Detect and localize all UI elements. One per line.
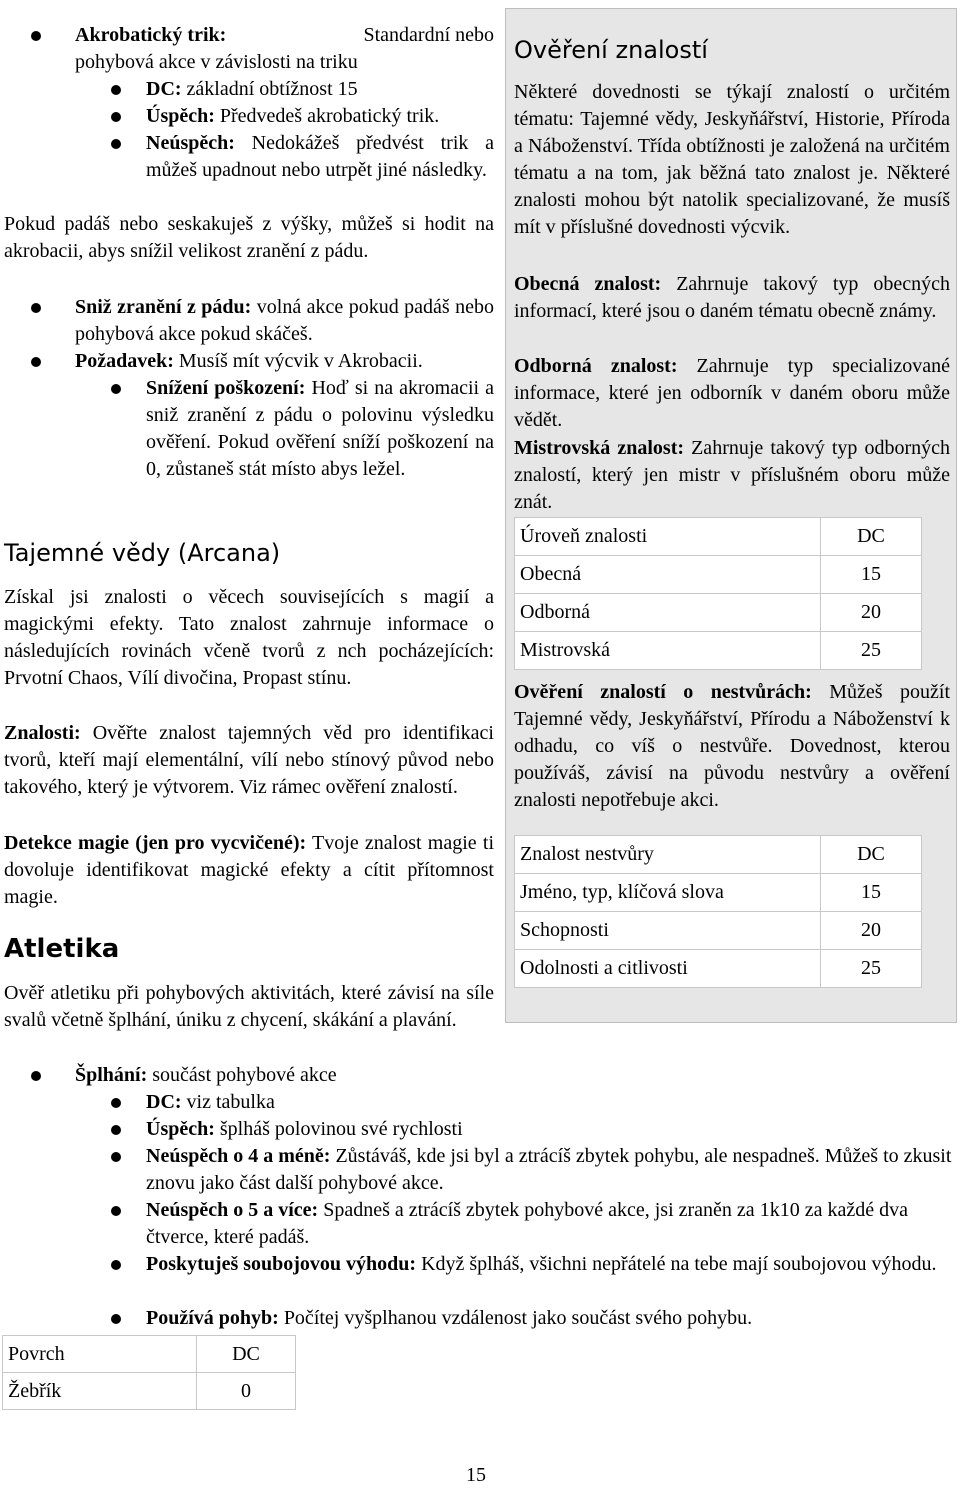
sidebar-master-text: Zahrnuje takový typ odborných znalostí, který jen mistr v příslušném oboru může znát. xyxy=(514,437,950,513)
table-row xyxy=(515,556,922,594)
table-row xyxy=(3,1373,296,1410)
climb-fail-big-item xyxy=(146,1197,958,1251)
acro-success-label: Úspěch: xyxy=(146,105,215,127)
table-cell: 25 xyxy=(821,950,922,988)
detect-magic-label: Detekce magie (jen pro vycvičené): xyxy=(4,832,307,854)
table-cell: 0 xyxy=(197,1373,296,1410)
bullet-icon xyxy=(31,1071,41,1081)
bullet-icon xyxy=(31,31,41,41)
table-cell: Odolnosti a citlivosti xyxy=(515,950,821,988)
climb-item xyxy=(75,1062,955,1089)
sidebar-expert xyxy=(514,353,950,434)
table-header-cell: Povrch xyxy=(3,1336,197,1373)
sidebar-general-text: Zahrnuje takový typ obecných informací, které jsou o daném tématu obecně známy. xyxy=(514,273,951,322)
reduce-fall-item xyxy=(75,294,494,348)
table-header-cell: DC xyxy=(197,1336,296,1373)
acro-dc-item xyxy=(146,76,494,103)
climb-success-item xyxy=(146,1116,956,1143)
acro-trick-label: Akrobatický trik: xyxy=(75,24,227,46)
damage-reduction-item xyxy=(146,375,494,483)
sidebar-general-label: Obecná znalost: xyxy=(514,273,662,295)
table-cell: Schopnosti xyxy=(515,912,821,950)
bullet-icon xyxy=(31,303,41,313)
table-row xyxy=(515,950,922,988)
table-cell: 15 xyxy=(821,874,922,912)
sidebar-monsters-text: Můžeš použít Tajemné vědy, Jeskyňářství, Přírodu a Náboženství k odhadu, co víš o nestvůře. Dovednost, kterou používáš, závisí na původu nestvůry a ověření znalosti nepotřebuje akci. xyxy=(514,681,951,811)
climb-dc-text: viz tabulka xyxy=(181,1091,275,1113)
damage-reduction-text: Hoď si na akromacii a sniž zranění z pádu o polovinu výsledku ověření. Pokud ověření sníží poškození na 0, zůstaneš stát místo abys ležel. xyxy=(146,377,495,480)
climb-fail-small-label: Neúspěch o 4 a méně: xyxy=(146,1145,331,1167)
table-row xyxy=(515,632,922,670)
acro-dc-label: DC: xyxy=(146,78,182,100)
table-row xyxy=(515,594,922,632)
fall-paragraph: Pokud padáš nebo seskakuješ z výšky, můžeš si hodit na akrobacii, abys snížil velikost zranění z pádu. xyxy=(4,213,494,262)
climb-fail-big-text: Spadneš a ztrácíš zbytek pohybové akce, jsi zraněn za 1k10 za každé dva čtverce, které padáš. xyxy=(146,1199,908,1248)
acro-trick-text-1: Standardní nebo xyxy=(363,24,494,46)
sidebar-monsters-label: Ověření znalostí o nestvůrách: xyxy=(514,681,812,703)
bullet-icon xyxy=(111,1125,121,1135)
table-cell: Jméno, typ, klíčová slova xyxy=(515,874,821,912)
acro-trick-item xyxy=(75,22,494,76)
sidebar-general xyxy=(514,271,950,325)
bullet-icon xyxy=(111,1152,121,1162)
bullet-icon xyxy=(111,1260,121,1270)
bullet-icon xyxy=(111,384,121,394)
climb-dc-label: DC: xyxy=(146,1091,182,1113)
sidebar-intro: Některé dovednosti se týkají znalostí o určitém tématu: Tajemné vědy, Jeskyňářství, Historie, Příroda a Náboženství. Třída obtížnosti je založená na určitém tématu a na tom, jak běžná tato znalost je. Některé znalosti mohou být natolik specializované, že musíš mít v příslušné dovednosti výcvik. xyxy=(514,81,950,238)
climb-success-label: Úspěch: xyxy=(146,1118,215,1140)
table-row xyxy=(515,912,922,950)
sidebar-expert-text: Zahrnuje typ specializované informace, které jen odborník v daném oboru může vědět. xyxy=(514,355,950,431)
climb-advantage-item xyxy=(146,1251,958,1278)
climb-label: Šplhání: xyxy=(75,1064,148,1086)
knowledge-paragraph xyxy=(4,720,494,801)
table-header-cell: Znalost nestvůry xyxy=(515,836,821,874)
table-row xyxy=(515,836,922,874)
climb-success-text: šplháš polovinou své rychlosti xyxy=(214,1118,463,1140)
table-cell: 20 xyxy=(821,912,922,950)
acro-success-text: Předvedeš akrobatický trik. xyxy=(214,105,440,127)
requirement-label: Požadavek: xyxy=(75,350,174,372)
table-cell: Obecná xyxy=(515,556,821,594)
climb-fail-small-text: Zůstáváš, kde jsi byl a ztrácíš zbytek pohybu, ale nespadneš. Můžeš to zkusit znovu jako část další pohybové akce. xyxy=(146,1145,952,1194)
table-row xyxy=(515,874,922,912)
sidebar-master-label: Mistrovská znalost: xyxy=(514,437,685,459)
detect-magic-text: Tvoje znalost magie ti dovoluje identifikovat magické efekty a cítit přítomnost magie. xyxy=(4,832,494,908)
acro-fail-label: Neúspěch: xyxy=(146,132,235,154)
climb-dc-item xyxy=(146,1089,956,1116)
climb-text: součást pohybové akce xyxy=(147,1064,337,1086)
monster-knowledge-table xyxy=(514,835,922,988)
bullet-icon xyxy=(111,139,121,149)
acro-success-item xyxy=(146,103,494,130)
acro-fail-item xyxy=(146,130,494,184)
knowledge-check-sidebar xyxy=(505,8,957,1023)
climb-advantage-text: Když šplháš, všichni nepřátelé na tebe mají soubojovou výhodu. xyxy=(416,1253,937,1275)
page-number: 15 xyxy=(466,1464,486,1486)
athletics-heading: Atletika xyxy=(4,934,120,964)
table-header-cell: DC xyxy=(821,518,922,556)
table-row xyxy=(515,518,922,556)
athletics-paragraph: Ověř atletiku při pohybových aktivitách, které závisí na síle svalů včetně šplhání, úniku z chycení, skákání a plavání. xyxy=(4,982,494,1031)
acro-trick-text-2: pohybová akce v závislosti na triku xyxy=(75,51,358,73)
table-header-cell: Úroveň znalosti xyxy=(515,518,821,556)
requirement-text: Musíš mít výcvik v Akrobacii. xyxy=(173,350,423,372)
table-header-cell: DC xyxy=(821,836,922,874)
acro-fail-text: Nedokážeš předvést trik a můžeš upadnout nebo utrpět jiné následky. xyxy=(146,132,494,181)
bullet-icon xyxy=(111,112,121,122)
table-row xyxy=(3,1336,296,1373)
arcana-paragraph: Získal jsi znalosti o věcech souvisejících s magií a magickými efekty. Tato znalost zahrnuje informace o následujících rovinách včeně tvorů z nch pocházejících: Prvotní Chaos, Vílí divočina, Propast stínu. xyxy=(4,586,494,689)
knowledge-label: Znalosti: xyxy=(4,722,81,744)
knowledge-level-table xyxy=(514,517,922,670)
climb-fail-big-label: Neúspěch o 5 a více: xyxy=(146,1199,319,1221)
bullet-icon xyxy=(31,357,41,367)
bullet-icon xyxy=(111,1098,121,1108)
table-cell: Mistrovská xyxy=(515,632,821,670)
climb-movement-label: Používá pohyb: xyxy=(146,1307,279,1329)
bullet-icon xyxy=(111,1314,121,1324)
acro-dc-text: základní obtížnost 15 xyxy=(181,78,358,100)
table-cell: 20 xyxy=(821,594,922,632)
table-cell: Žebřík xyxy=(3,1373,197,1410)
sidebar-monsters xyxy=(514,679,950,814)
climb-advantage-label: Poskytuješ soubojovou výhodu: xyxy=(146,1253,417,1275)
sidebar-title: Ověření znalostí xyxy=(514,36,708,64)
climb-dc-table xyxy=(2,1335,296,1410)
sidebar-expert-label: Odborná znalost: xyxy=(514,355,678,377)
climb-fail-small-item xyxy=(146,1143,958,1197)
table-cell: Odborná xyxy=(515,594,821,632)
damage-reduction-label: Snížení poškození: xyxy=(146,377,306,399)
reduce-fall-text: volná akce pokud padáš nebo pohybová akce pokud skáčeš. xyxy=(75,296,494,345)
bullet-icon xyxy=(111,85,121,95)
climb-movement-text: Počítej vyšplhanou vzdálenost jako součást svého pohybu. xyxy=(278,1307,753,1329)
climb-movement-item xyxy=(146,1305,958,1332)
table-cell: 25 xyxy=(821,632,922,670)
table-cell: 15 xyxy=(821,556,922,594)
detect-magic-paragraph xyxy=(4,830,494,911)
arcana-heading: Tajemné vědy (Arcana) xyxy=(4,539,281,567)
requirement-item xyxy=(75,348,494,375)
knowledge-text: Ověřte znalost tajemných věd pro identifikaci tvorů, kteří mají elementální, vílí nebo stínový původ nebo takového, který je výtvorem. Viz rámec ověření znalostí. xyxy=(4,722,494,798)
reduce-fall-label: Sniž zranění z pádu: xyxy=(75,296,252,318)
sidebar-master xyxy=(514,435,950,516)
bullet-icon xyxy=(111,1206,121,1216)
